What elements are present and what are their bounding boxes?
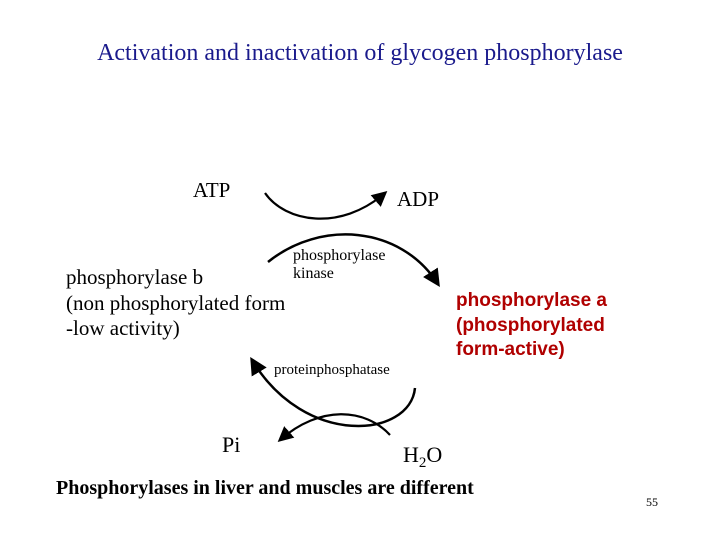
phosphatase-label: proteinphosphatase — [274, 362, 390, 378]
h2o-label — [403, 442, 442, 472]
h2o-tail: O — [426, 442, 443, 467]
atp-to-adp-arrow — [265, 193, 385, 219]
atp-label: ATP — [193, 178, 231, 202]
phosphorylase-a-line-1: phosphorylase a — [456, 290, 607, 311]
h2o-base: H — [403, 442, 419, 467]
slide-title: Activation and inactivation of glycogen phosphorylase — [97, 40, 623, 66]
phosphorylase-b-line-2: (non phosphorylated form — [66, 290, 286, 315]
kinase-label — [293, 247, 385, 283]
adp-label: ADP — [397, 187, 440, 211]
phosphorylase-a-line-3: form-active) — [456, 339, 565, 361]
pi-label: Pi — [222, 432, 241, 457]
phosphorylase-a-label — [456, 289, 607, 363]
h2o-subscript: 2 — [418, 455, 427, 471]
page-number: 55 — [646, 495, 658, 509]
kinase-line-1: phosphorylase — [293, 247, 386, 264]
phosphorylase-b-line-1: phosphorylase b — [66, 265, 204, 289]
h2o-to-pi-arrow — [280, 414, 390, 440]
kinase-line-2: kinase — [293, 264, 334, 282]
phosphorylase-a-line-2: (phosphorylated — [456, 314, 605, 336]
phosphorylase-b-label — [66, 265, 285, 342]
phosphorylase-b-line-3: -low activity) — [66, 316, 180, 341]
footer-note: Phosphorylases in liver and muscles are different — [56, 477, 474, 499]
